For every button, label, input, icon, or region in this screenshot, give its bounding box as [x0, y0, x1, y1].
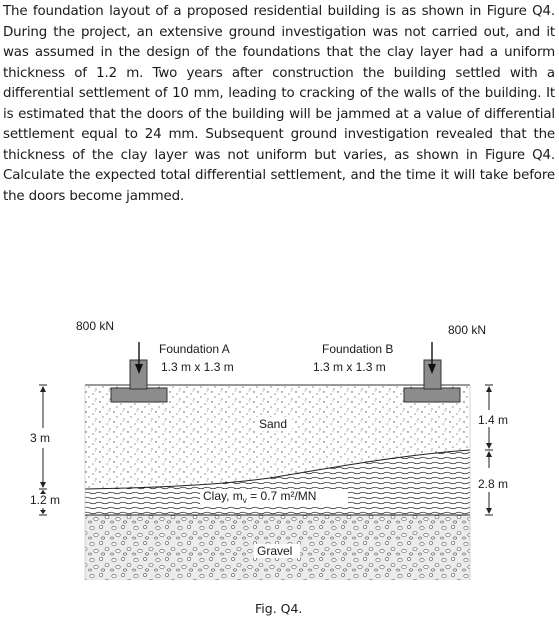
clay-label: Clay, $m_v = 0.7$ m²/MN — [203, 489, 317, 505]
gravel-label: Gravel — [257, 544, 293, 558]
foundation-a-name: Foundation A — [159, 342, 230, 356]
problem-statement: The foundation layout of a proposed residential building is as shown in Figure Q4. During the project, an extensive ground investigation was not carried out, and it was assumed in the design of the foundations that the clay layer had a uniform thickness of 1.2 m. Two years after construction the building settled with a differential settlement of 10 mm, leading to cracking of the walls of the building. It is estimated that the doors of the building will be jammed at a value of differential settlement equal to 24 mm. Subsequent ground investigation revealed that the thickness of the clay layer was not uniform but varies, as shown in Figure Q4. Calculate the expected total differential settlement, and the time it will take before the doors become jammed. — [3, 4, 555, 204]
load-right-label: 800 kN — [448, 323, 487, 337]
foundation-figure — [0, 300, 559, 624]
figure-caption: Fig. Q4. — [255, 601, 303, 616]
foundation-b-size: 1.3 m x 1.3 m — [313, 360, 386, 374]
dim-left-bottom: 1.2 m — [30, 493, 61, 507]
foundation-a-size: 1.3 m x 1.3 m — [161, 360, 234, 374]
dim-right-top: 1.4 m — [478, 413, 509, 427]
right-dimension — [485, 385, 493, 515]
foundation-b-name: Foundation B — [322, 342, 394, 356]
dim-left-top: 3 m — [30, 431, 51, 445]
sand-label: Sand — [259, 417, 288, 431]
load-left-label: 800 kN — [76, 319, 115, 333]
dim-right-bottom: 2.8 m — [478, 477, 509, 491]
